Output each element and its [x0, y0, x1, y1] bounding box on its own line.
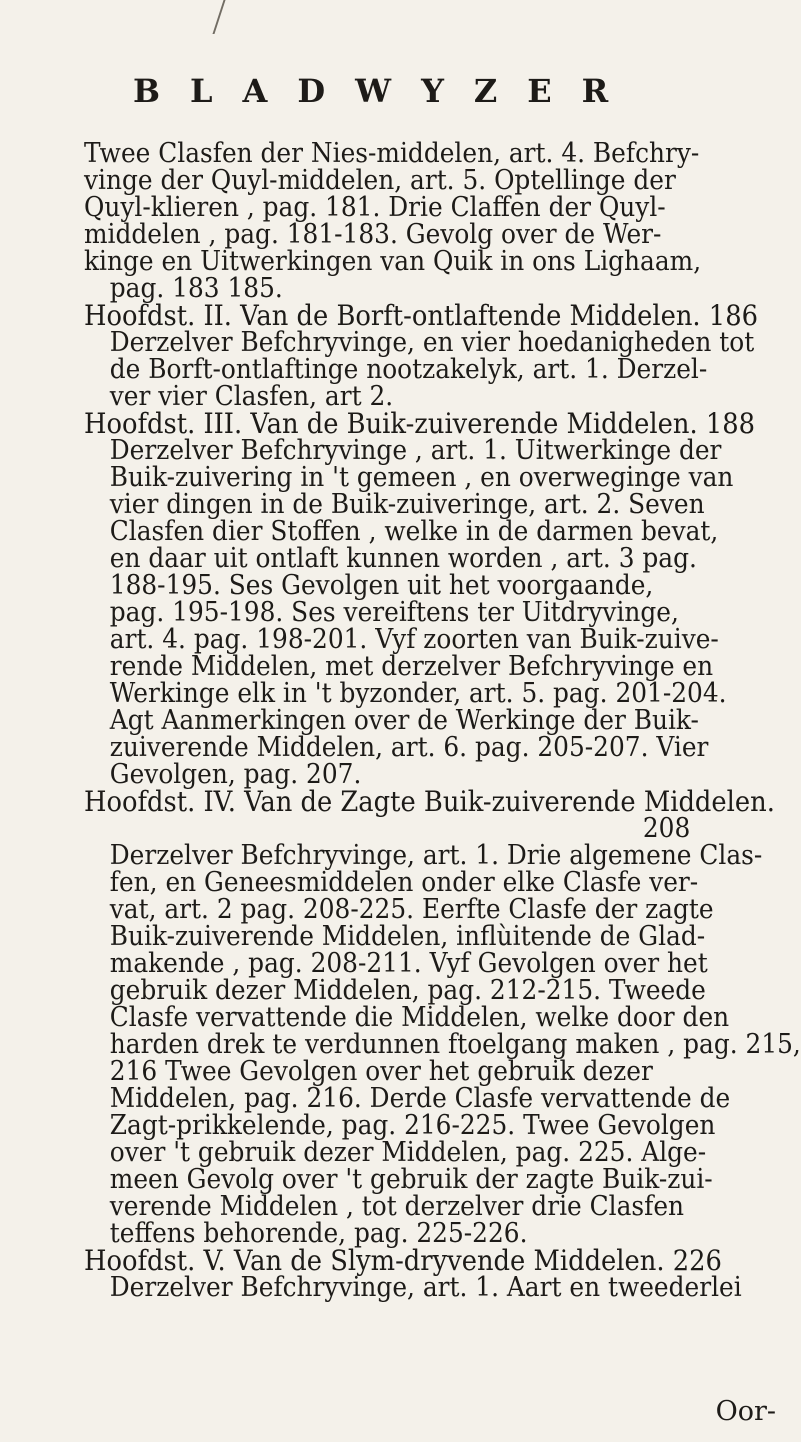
text-line: vinge der Quyl-middelen, art. 5. Optellinge der — [84, 165, 676, 196]
text-line: Buik-zuiverende Middelen, inflùitende de Glad- — [109, 921, 706, 952]
text-line: verende Middelen , tot derzelver drie Clasfen — [109, 1191, 685, 1222]
text-line: 216 Twee Gevolgen over het gebruik dezer — [109, 1056, 653, 1087]
text-line: Quyl-klieren , pag. 181. Drie Claffen der Quyl- — [84, 192, 666, 223]
text-line: harden drek te verdunnen ftoelgang maken , pag. 215, — [109, 1029, 801, 1060]
text-line: Clasfen dier Stoffen , welke in de darmen bevat, — [109, 516, 719, 547]
text-line: art. 4. pag. 198-201. Vyf zoorten van Buik-zuive- — [109, 624, 719, 655]
text-line: de Borft-ontlaftinge nootzakelyk, art. 1. Derzel- — [109, 354, 708, 385]
text-line: 188-195. Ses Gevolgen uit het voorgaande, — [109, 570, 654, 601]
text-line: rende Middelen, met derzelver Befchryvinge en — [109, 651, 714, 682]
text-line: Twee Clasfen der Nies-middelen, art. 4. Befchry- — [84, 138, 700, 169]
text-line: Gevolgen, pag. 207. — [109, 759, 362, 790]
text-line: fen, en Geneesmiddelen onder elke Clasfe ver- — [109, 867, 699, 898]
text-line: kinge en Uitwerkingen van Quik in ons Lighaam, — [84, 246, 702, 277]
text-line: vier dingen in de Buik-zuiveringe, art. 2. Seven — [109, 489, 705, 520]
page-header: BLADWYZER — [133, 72, 639, 110]
text-line: ver vier Clasfen, art 2. — [109, 381, 394, 412]
text-line: over 't gebruik dezer Middelen, pag. 225. Alge- — [109, 1137, 707, 1168]
text-line: Clasfe vervattende die Middelen, welke door den — [109, 1002, 730, 1033]
text-line: Werkinge elk in 't byzonder, art. 5. pag. 201-204. — [109, 678, 727, 709]
chapter-heading: Hoofdst. IV. Van de Zagte Buik-zuiverende Middelen. — [84, 785, 775, 818]
text-line: Zagt-prikkelende, pag. 216-225. Twee Gevolgen — [109, 1110, 716, 1141]
text-line: vat, art. 2 pag. 208-225. Eerfte Clasfe der zagte — [109, 894, 714, 925]
text-line: Buik-zuivering in 't gemeen , en overweginge van — [109, 462, 734, 493]
text-line: gebruik dezer Middelen, pag. 212-215. Tweede — [109, 975, 706, 1006]
text-line: teffens behorende, pag. 225-226. — [109, 1218, 528, 1249]
text-line: en daar uit ontlaft kunnen worden , art. 3 pag. — [109, 543, 697, 574]
catchword: Oor- — [715, 1396, 776, 1427]
text-line: Agt Aanmerkingen over de Werkinge der Buik- — [109, 705, 699, 736]
text-line: Derzelver Befchryvinge , art. 1. Uitwerkinge der — [109, 435, 722, 466]
ink-mark — [212, 0, 237, 34]
text-line: makende , pag. 208-211. Vyf Gevolgen over het — [109, 948, 708, 979]
page-number: 208 — [642, 813, 691, 844]
index-text — [84, 138, 801, 1303]
chapter-heading: Hoofdst. III. Van de Buik-zuiverende Middelen. 188 — [84, 407, 756, 440]
text-line: Derzelver Befchryvinge, art. 1. Drie algemene Clas- — [109, 840, 763, 871]
text-line: meen Gevolg over 't gebruik der zagte Buik-zui- — [109, 1164, 713, 1195]
text-line: Derzelver Befchryvinge, en vier hoedanigheden tot — [109, 327, 755, 358]
text-line: Middelen, pag. 216. Derde Clasfe vervattende de — [109, 1083, 731, 1114]
text-line: pag. 183 185. — [109, 273, 283, 304]
chapter-heading: Hoofdst. II. Van de Borft-ontlaftende Middelen. 186 — [84, 299, 758, 332]
text-line: Derzelver Befchryvinge, art. 1. Aart en tweederlei — [109, 1272, 742, 1303]
text-line: pag. 195-198. Ses vereiftens ter Uitdryvinge, — [109, 597, 679, 628]
chapter-heading: Hoofdst. V. Van de Slym-dryvende Middelen. 226 — [84, 1244, 722, 1277]
text-line: middelen , pag. 181-183. Gevolg over de Wer- — [84, 219, 662, 250]
text-line: zuiverende Middelen, art. 6. pag. 205-207. Vier — [109, 732, 709, 763]
